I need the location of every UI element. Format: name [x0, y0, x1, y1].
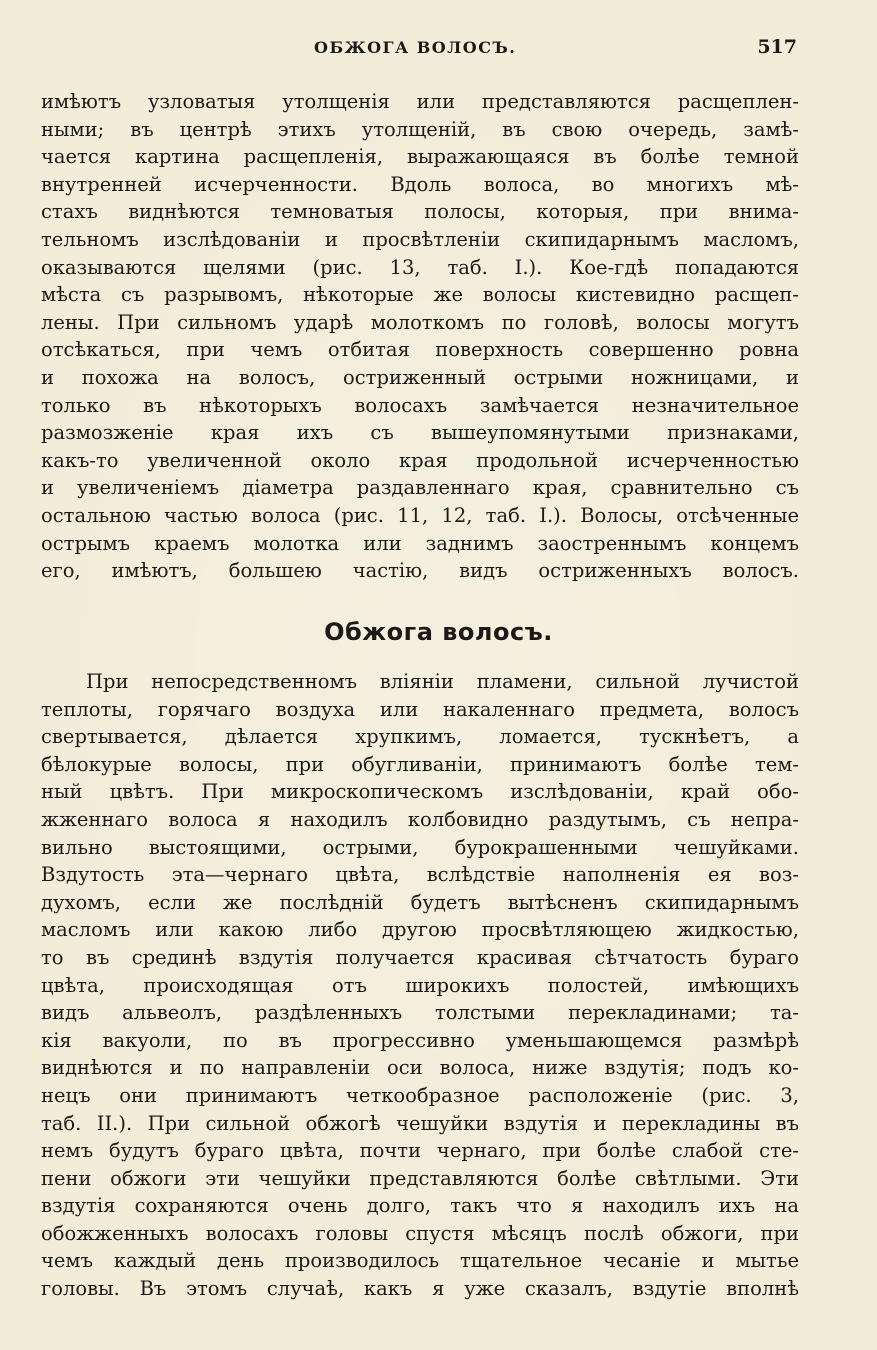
text-line: и похожа на волосъ, остриженный острыми ножницами, и — [41, 365, 799, 389]
text-line: свертывается, дѣлается хрупкимъ, ломается, тускнѣетъ, а — [41, 725, 799, 749]
text-line: чемъ каждый день производилось тщательное чесаніе и мытье — [41, 1249, 799, 1273]
text-line: и увеличеніемъ діаметра раздавленнаго края, сравнительно съ — [41, 476, 799, 500]
text-line: теплоты, горячаго воздуха или накаленнаго предмета, волосъ — [41, 697, 799, 721]
text-line: вильно выстоящими, острыми, бурокрашенными чешуйками. — [41, 835, 799, 859]
text-line: размозженіе края ихъ съ вышеупомянутыми признаками, — [41, 421, 799, 445]
text-line: чается картина расщепленія, выражающаяся въ болѣе темной — [41, 145, 799, 169]
text-line: виднѣются и по направленіи оси волоса, ниже вздутія; подъ ко- — [41, 1056, 799, 1080]
text-line: вздутія сохраняются очень долго, такъ что я находилъ ихъ на — [41, 1194, 799, 1218]
text-line: видъ альвеолъ, раздѣленныхъ толстыми перекладинами; та- — [41, 1001, 799, 1025]
text-line: масломъ или какою либо другою просвѣтляющею жидкостью, — [41, 918, 799, 942]
text-line: мѣста съ разрывомъ, нѣкоторые же волосы кистевидно расщеп- — [41, 283, 799, 307]
text-line: ный цвѣтъ. При микроскопическомъ изслѣдованіи, край обо- — [41, 780, 799, 804]
text-line: отсѣкаться, при чемъ отбитая поверхность совершенно ровна — [41, 338, 799, 362]
paragraph-hair-burn — [41, 668, 799, 1303]
text-line: ными; въ центрѣ этихъ утолщеній, въ свою очередь, замѣ- — [41, 117, 799, 141]
text-line: какъ-то увеличенной около края продольной исчерченностью — [41, 448, 799, 472]
running-head — [0, 36, 877, 64]
text-line: бѣлокурые волосы, при обугливаніи, принимаютъ болѣе тем- — [41, 752, 799, 776]
text-line: обожженныхъ волосахъ головы спустя мѣсяцъ послѣ обжоги, при — [41, 1221, 799, 1245]
text-line: лены. При сильномъ ударѣ молоткомъ по головѣ, волосы могутъ — [41, 310, 799, 334]
text-line: острымъ краемъ молотка или заднимъ заостреннымъ концемъ — [41, 531, 799, 555]
section-heading: Обжога волосъ. — [324, 618, 553, 646]
running-title: ОБЖОГА ВОЛОСЪ. — [314, 38, 517, 57]
text-line: нецъ они принимаютъ четкообразное расположеніе (рис. 3, — [41, 1083, 799, 1107]
text-line: внутренней исчерченности. Вдоль волоса, во многихъ мѣ- — [41, 172, 799, 196]
text-line: стахъ виднѣются темноватыя полосы, которыя, при внима- — [41, 200, 799, 224]
text-line: головы. Въ этомъ случаѣ, какъ я уже сказалъ, вздутіе вполнѣ — [41, 1277, 799, 1301]
text-line: пени обжоги эти чешуйки представляются болѣе свѣтлыми. Эти — [41, 1166, 799, 1190]
text-line: только въ нѣкоторыхъ волосахъ замѣчается незначительное — [41, 393, 799, 417]
text-line: Вздутость эта—чернаго цвѣта, вслѣдствіе наполненія ея воз- — [41, 863, 799, 887]
text-line: имѣютъ узловатыя утолщенія или представляются расщеплен- — [41, 90, 799, 113]
text-line: оказываются щелями (рис. 13, таб. I.). Кое-гдѣ попадаются — [41, 255, 799, 279]
text-line: жженнаго волоса я находилъ колбовидно раздутымъ, съ непра- — [41, 807, 799, 831]
text-line: При непосредственномъ вліяніи пламени, сильной лучистой — [86, 670, 799, 693]
page-number: 517 — [757, 36, 797, 58]
text-line: кія вакуоли, по въ прогрессивно уменьшающемся размѣрѣ — [41, 1028, 799, 1052]
text-line: немъ будутъ бураго цвѣта, почти чернаго, при болѣе слабой сте- — [41, 1139, 799, 1163]
text-line: духомъ, если же послѣдній будетъ вытѣсненъ скипидарнымъ — [41, 890, 799, 914]
text-line: таб. II.). При сильной обжогѣ чешуйки вздутія и перекладины въ — [41, 1111, 799, 1135]
text-line: его, имѣютъ, большею частію, видъ остриженныхъ волосъ. — [41, 559, 799, 583]
text-line: то въ срединѣ вздутія получается красивая сѣтчатость бураго — [41, 945, 799, 969]
text-line: остальною частью волоса (рис. 11, 12, таб. I.). Волосы, отсѣченные — [41, 503, 799, 527]
text-line: тельномъ изслѣдованіи и просвѣтленіи скипидарнымъ масломъ, — [41, 227, 799, 251]
paragraph-hair-splitting — [41, 88, 799, 585]
text-line: цвѣта, происходящая отъ широкихъ полостей, имѣющихъ — [41, 973, 799, 997]
